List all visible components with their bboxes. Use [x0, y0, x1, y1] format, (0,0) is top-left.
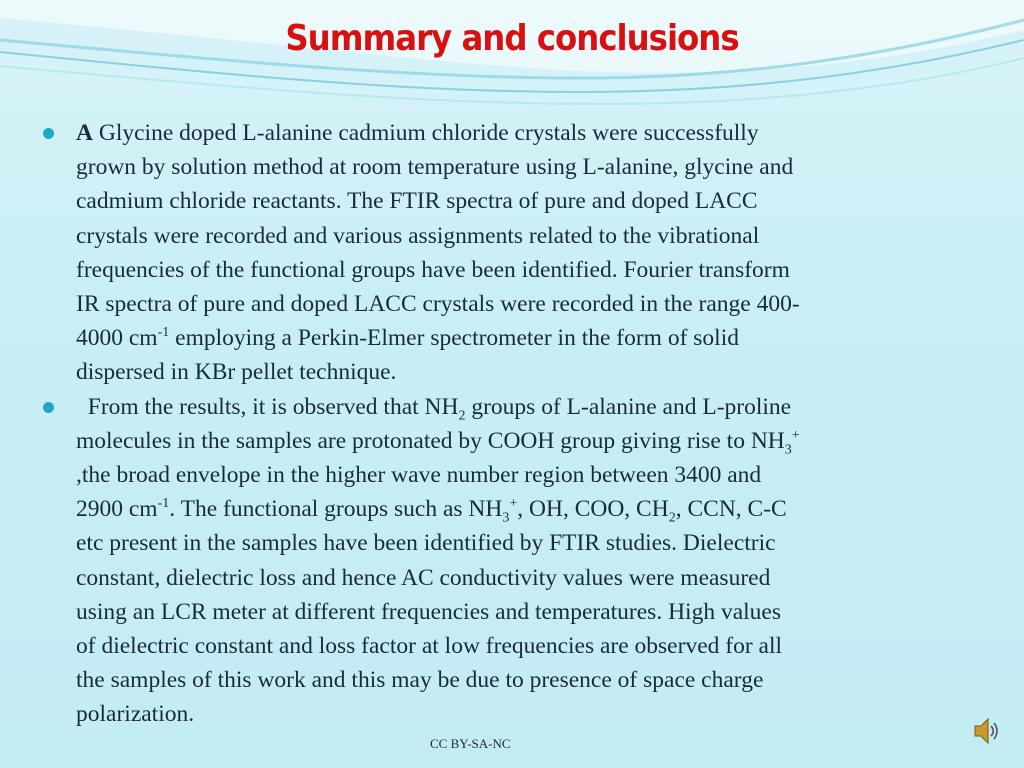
- round-bullet-icon: [43, 402, 54, 413]
- text-run: From the results, it is observed that NH: [76, 393, 459, 420]
- bullet-1-line-5: frequencies of the functional groups have been identified. Fourier transform: [76, 256, 790, 283]
- superscript: -1: [157, 325, 170, 341]
- slide-title: Summary and conclusions: [285, 18, 739, 59]
- bullet-2-line-7: using an LCR meter at different frequencies and temperatures. High values: [76, 598, 781, 625]
- bullet-2-line-1: [76, 390, 970, 424]
- text-run: employing a Perkin-Elmer spectrometer in the form of solid: [169, 325, 739, 352]
- subscript: 3: [502, 510, 510, 526]
- bullet-2-line-5: etc present in the samples have been identified by FTIR studies. Dielectric: [76, 530, 776, 557]
- license-footer: CC BY-SA-NC: [430, 736, 511, 751]
- text-run: 2900 cm: [76, 496, 158, 523]
- text-run: . The functional groups such as NH: [169, 496, 503, 523]
- bullet-1-line-7: [76, 321, 970, 355]
- bullet-1-line-4: crystals were recorded and various assignments related to the vibrational: [76, 222, 760, 249]
- bullet-1-line-2: grown by solution method at room temperature using L-alanine, glycine and: [76, 154, 794, 181]
- bullet-1-text: Glycine doped L-alanine cadmium chloride crystals were successfully: [92, 120, 759, 146]
- superscript: +: [791, 428, 800, 443]
- bullet-2-line-2: [76, 424, 970, 458]
- bullet-1-lead: A: [76, 120, 93, 146]
- bullet-item-2: [40, 390, 970, 732]
- subscript: 2: [458, 408, 466, 424]
- slide-body: [40, 116, 970, 732]
- subscript: 3: [784, 442, 792, 458]
- bullet-2-line-10: polarization.: [76, 701, 195, 728]
- bullet-1-line-8: dispersed in KBr pellet technique.: [76, 359, 397, 386]
- subscript: 2: [668, 510, 676, 526]
- text-run: 4000 cm: [76, 325, 158, 352]
- bullet-2-line-9: the samples of this work and this may be due to presence of space charge: [76, 667, 764, 694]
- bullet-2-line-8: of dielectric constant and loss factor at low frequencies are observed for all: [76, 633, 783, 660]
- text-run: , CCN, C-C: [675, 496, 787, 523]
- text-run: groups of L-alanine and L-proline: [465, 393, 792, 420]
- bullet-1-line-6: IR spectra of pure and doped LACC crystals were recorded in the range 400-: [76, 291, 800, 318]
- bullet-2-line-4: [76, 492, 970, 526]
- speaker-icon[interactable]: [972, 716, 1000, 746]
- bullet-2-line-3: ,the broad envelope in the higher wave number region between 3400 and: [76, 462, 762, 489]
- bullet-2-line-6: constant, dielectric loss and hence AC conductivity values were measured: [76, 564, 771, 591]
- round-bullet-icon: [43, 128, 54, 139]
- superscript: +: [509, 496, 518, 512]
- text-run: , OH, COO, CH: [517, 496, 669, 523]
- bullet-1-line-3: cadmium chloride reactants. The FTIR spectra of pure and doped LACC: [76, 188, 758, 215]
- superscript: -1: [157, 496, 170, 512]
- bullet-item-1: [40, 116, 970, 390]
- bullet-1-line-1: [76, 116, 970, 150]
- text-run: molecules in the samples are protonated by COOH group giving rise to NH: [76, 427, 785, 454]
